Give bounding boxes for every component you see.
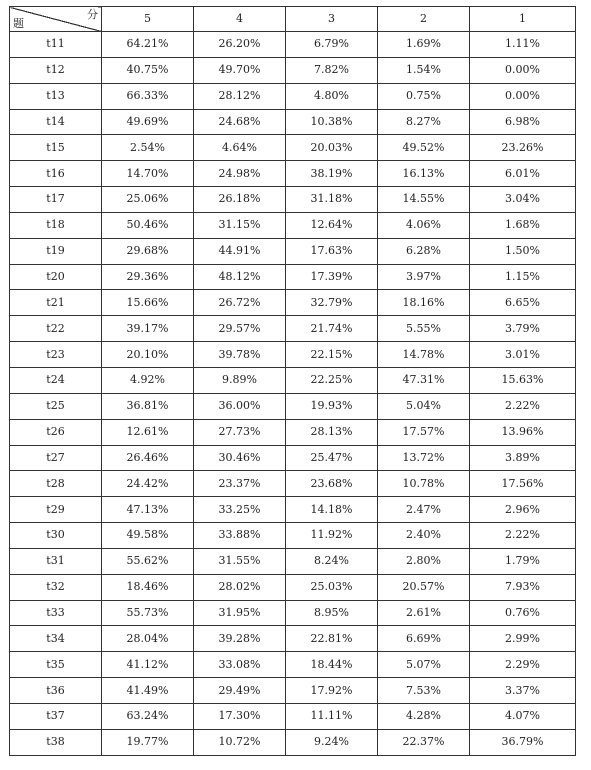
row-item-label: t15 <box>10 135 102 161</box>
corner-item-label: 题 <box>13 17 24 30</box>
percentage-cell: 2.29% <box>470 652 576 678</box>
percentage-cell: 6.98% <box>470 109 576 135</box>
percentage-cell: 0.75% <box>378 83 470 109</box>
table-row <box>10 109 576 135</box>
table-row <box>10 600 576 626</box>
percentage-cell: 3.04% <box>470 187 576 213</box>
column-header-score-3: 3 <box>286 7 378 32</box>
percentage-cell: 2.47% <box>378 497 470 523</box>
percentage-cell: 3.01% <box>470 342 576 368</box>
row-item-label: t32 <box>10 574 102 600</box>
table-row <box>10 290 576 316</box>
header-row <box>10 7 576 32</box>
percentage-cell: 55.62% <box>102 548 194 574</box>
percentage-cell: 1.15% <box>470 264 576 290</box>
percentage-cell: 31.18% <box>286 187 378 213</box>
percentage-cell: 17.56% <box>470 471 576 497</box>
percentage-cell: 4.80% <box>286 83 378 109</box>
row-item-label: t18 <box>10 212 102 238</box>
table-row <box>10 626 576 652</box>
percentage-cell: 1.69% <box>378 32 470 58</box>
percentage-cell: 29.57% <box>194 316 286 342</box>
table-row <box>10 187 576 213</box>
percentage-cell: 39.17% <box>102 316 194 342</box>
table-row <box>10 574 576 600</box>
table-row <box>10 212 576 238</box>
percentage-cell: 47.13% <box>102 497 194 523</box>
percentage-cell: 7.53% <box>378 678 470 704</box>
percentage-cell: 4.06% <box>378 212 470 238</box>
table-row <box>10 367 576 393</box>
percentage-cell: 48.12% <box>194 264 286 290</box>
percentage-cell: 25.06% <box>102 187 194 213</box>
percentage-cell: 24.42% <box>102 471 194 497</box>
row-item-label: t33 <box>10 600 102 626</box>
percentage-cell: 4.92% <box>102 367 194 393</box>
percentage-cell: 28.04% <box>102 626 194 652</box>
percentage-cell: 63.24% <box>102 703 194 729</box>
percentage-cell: 7.82% <box>286 57 378 83</box>
percentage-cell: 2.40% <box>378 523 470 549</box>
percentage-cell: 6.69% <box>378 626 470 652</box>
row-item-label: t23 <box>10 342 102 368</box>
percentage-cell: 1.68% <box>470 212 576 238</box>
percentage-cell: 31.15% <box>194 212 286 238</box>
percentage-cell: 6.01% <box>470 161 576 187</box>
table-row <box>10 445 576 471</box>
percentage-cell: 2.99% <box>470 626 576 652</box>
row-item-label: t16 <box>10 161 102 187</box>
table-row <box>10 471 576 497</box>
percentage-cell: 49.58% <box>102 523 194 549</box>
percentage-cell: 18.46% <box>102 574 194 600</box>
percentage-cell: 33.25% <box>194 497 286 523</box>
percentage-cell: 49.70% <box>194 57 286 83</box>
percentage-cell: 36.81% <box>102 393 194 419</box>
percentage-cell: 5.55% <box>378 316 470 342</box>
row-item-label: t20 <box>10 264 102 290</box>
percentage-cell: 14.18% <box>286 497 378 523</box>
row-item-label: t29 <box>10 497 102 523</box>
percentage-cell: 2.96% <box>470 497 576 523</box>
column-header-score-5: 5 <box>102 7 194 32</box>
percentage-cell: 55.73% <box>102 600 194 626</box>
table-body <box>10 7 576 756</box>
row-item-label: t38 <box>10 729 102 755</box>
percentage-cell: 2.22% <box>470 393 576 419</box>
percentage-cell: 36.00% <box>194 393 286 419</box>
percentage-cell: 40.75% <box>102 57 194 83</box>
percentage-cell: 49.69% <box>102 109 194 135</box>
percentage-cell: 17.63% <box>286 238 378 264</box>
row-item-label: t37 <box>10 703 102 729</box>
table-row <box>10 419 576 445</box>
percentage-cell: 22.37% <box>378 729 470 755</box>
table-row <box>10 523 576 549</box>
percentage-cell: 12.61% <box>102 419 194 445</box>
percentage-cell: 23.37% <box>194 471 286 497</box>
corner-score-label: 分 <box>87 8 98 21</box>
row-item-label: t28 <box>10 471 102 497</box>
table-row <box>10 161 576 187</box>
percentage-cell: 18.16% <box>378 290 470 316</box>
column-header-score-1: 1 <box>470 7 576 32</box>
percentage-cell: 29.36% <box>102 264 194 290</box>
percentage-cell: 23.26% <box>470 135 576 161</box>
percentage-cell: 1.79% <box>470 548 576 574</box>
percentage-cell: 17.39% <box>286 264 378 290</box>
percentage-cell: 19.77% <box>102 729 194 755</box>
row-item-label: t12 <box>10 57 102 83</box>
percentage-cell: 20.57% <box>378 574 470 600</box>
percentage-cell: 3.79% <box>470 316 576 342</box>
percentage-cell: 1.54% <box>378 57 470 83</box>
percentage-cell: 28.02% <box>194 574 286 600</box>
row-item-label: t35 <box>10 652 102 678</box>
percentage-cell: 9.89% <box>194 367 286 393</box>
percentage-cell: 41.49% <box>102 678 194 704</box>
percentage-cell: 8.27% <box>378 109 470 135</box>
percentage-cell: 32.79% <box>286 290 378 316</box>
row-item-label: t19 <box>10 238 102 264</box>
percentage-cell: 6.79% <box>286 32 378 58</box>
table-row <box>10 703 576 729</box>
percentage-cell: 1.11% <box>470 32 576 58</box>
percentage-cell: 26.72% <box>194 290 286 316</box>
percentage-cell: 12.64% <box>286 212 378 238</box>
table-row <box>10 32 576 58</box>
percentage-cell: 18.44% <box>286 652 378 678</box>
percentage-cell: 8.95% <box>286 600 378 626</box>
percentage-cell: 3.89% <box>470 445 576 471</box>
percentage-cell: 26.20% <box>194 32 286 58</box>
percentage-cell: 29.49% <box>194 678 286 704</box>
row-item-label: t24 <box>10 367 102 393</box>
percentage-cell: 64.21% <box>102 32 194 58</box>
percentage-cell: 26.46% <box>102 445 194 471</box>
percentage-cell: 47.31% <box>378 367 470 393</box>
percentage-cell: 15.63% <box>470 367 576 393</box>
percentage-cell: 8.24% <box>286 548 378 574</box>
percentage-cell: 3.37% <box>470 678 576 704</box>
percentage-cell: 28.13% <box>286 419 378 445</box>
percentage-cell: 14.55% <box>378 187 470 213</box>
percentage-cell: 13.72% <box>378 445 470 471</box>
percentage-cell: 19.93% <box>286 393 378 419</box>
percentage-cell: 10.78% <box>378 471 470 497</box>
percentage-cell: 33.08% <box>194 652 286 678</box>
row-item-label: t17 <box>10 187 102 213</box>
table-row <box>10 238 576 264</box>
percentage-cell: 36.79% <box>470 729 576 755</box>
row-item-label: t30 <box>10 523 102 549</box>
percentage-cell: 31.55% <box>194 548 286 574</box>
percentage-cell: 66.33% <box>102 83 194 109</box>
percentage-cell: 30.46% <box>194 445 286 471</box>
percentage-cell: 15.66% <box>102 290 194 316</box>
table-row <box>10 729 576 755</box>
table-row <box>10 264 576 290</box>
percentage-cell: 26.18% <box>194 187 286 213</box>
table-row <box>10 57 576 83</box>
table-row <box>10 135 576 161</box>
percentage-cell: 2.61% <box>378 600 470 626</box>
percentage-cell: 0.00% <box>470 83 576 109</box>
percentage-cell: 7.93% <box>470 574 576 600</box>
row-item-label: t31 <box>10 548 102 574</box>
percentage-cell: 17.92% <box>286 678 378 704</box>
table-row <box>10 316 576 342</box>
percentage-cell: 2.22% <box>470 523 576 549</box>
percentage-cell: 49.52% <box>378 135 470 161</box>
row-item-label: t34 <box>10 626 102 652</box>
corner-header-cell <box>10 7 102 32</box>
percentage-cell: 4.64% <box>194 135 286 161</box>
percentage-cell: 21.74% <box>286 316 378 342</box>
table-row <box>10 393 576 419</box>
percentage-cell: 4.28% <box>378 703 470 729</box>
percentage-cell: 22.15% <box>286 342 378 368</box>
percentage-cell: 0.00% <box>470 57 576 83</box>
percentage-cell: 17.57% <box>378 419 470 445</box>
row-item-label: t13 <box>10 83 102 109</box>
percentage-cell: 6.28% <box>378 238 470 264</box>
row-item-label: t26 <box>10 419 102 445</box>
row-item-label: t11 <box>10 32 102 58</box>
table-row <box>10 678 576 704</box>
percentage-cell: 33.88% <box>194 523 286 549</box>
percentage-cell: 5.04% <box>378 393 470 419</box>
table-row <box>10 83 576 109</box>
percentage-cell: 25.47% <box>286 445 378 471</box>
percentage-cell: 13.96% <box>470 419 576 445</box>
table-row <box>10 497 576 523</box>
percentage-cell: 14.70% <box>102 161 194 187</box>
row-item-label: t21 <box>10 290 102 316</box>
percentage-cell: 14.78% <box>378 342 470 368</box>
percentage-cell: 0.76% <box>470 600 576 626</box>
percentage-cell: 2.54% <box>102 135 194 161</box>
row-item-label: t25 <box>10 393 102 419</box>
percentage-cell: 27.73% <box>194 419 286 445</box>
percentage-cell: 39.78% <box>194 342 286 368</box>
percentage-cell: 20.03% <box>286 135 378 161</box>
table-row <box>10 652 576 678</box>
percentage-cell: 24.68% <box>194 109 286 135</box>
percentage-cell: 3.97% <box>378 264 470 290</box>
column-header-score-2: 2 <box>378 7 470 32</box>
percentage-cell: 2.80% <box>378 548 470 574</box>
row-item-label: t22 <box>10 316 102 342</box>
percentage-cell: 11.11% <box>286 703 378 729</box>
percentage-cell: 6.65% <box>470 290 576 316</box>
percentage-cell: 10.38% <box>286 109 378 135</box>
percentage-cell: 25.03% <box>286 574 378 600</box>
percentage-cell: 5.07% <box>378 652 470 678</box>
percentage-cell: 22.81% <box>286 626 378 652</box>
percentage-cell: 23.68% <box>286 471 378 497</box>
percentage-cell: 41.12% <box>102 652 194 678</box>
percentage-cell: 38.19% <box>286 161 378 187</box>
percentage-cell: 1.50% <box>470 238 576 264</box>
percentage-cell: 50.46% <box>102 212 194 238</box>
percentage-cell: 17.30% <box>194 703 286 729</box>
table-row <box>10 548 576 574</box>
row-item-label: t36 <box>10 678 102 704</box>
percentage-cell: 11.92% <box>286 523 378 549</box>
percentage-cell: 44.91% <box>194 238 286 264</box>
percentage-cell: 20.10% <box>102 342 194 368</box>
score-distribution-table <box>9 6 576 756</box>
percentage-cell: 29.68% <box>102 238 194 264</box>
percentage-cell: 39.28% <box>194 626 286 652</box>
table-row <box>10 342 576 368</box>
percentage-cell: 4.07% <box>470 703 576 729</box>
row-item-label: t14 <box>10 109 102 135</box>
percentage-cell: 16.13% <box>378 161 470 187</box>
percentage-cell: 28.12% <box>194 83 286 109</box>
percentage-cell: 31.95% <box>194 600 286 626</box>
percentage-cell: 22.25% <box>286 367 378 393</box>
percentage-cell: 24.98% <box>194 161 286 187</box>
column-header-score-4: 4 <box>194 7 286 32</box>
row-item-label: t27 <box>10 445 102 471</box>
percentage-cell: 9.24% <box>286 729 378 755</box>
percentage-cell: 10.72% <box>194 729 286 755</box>
